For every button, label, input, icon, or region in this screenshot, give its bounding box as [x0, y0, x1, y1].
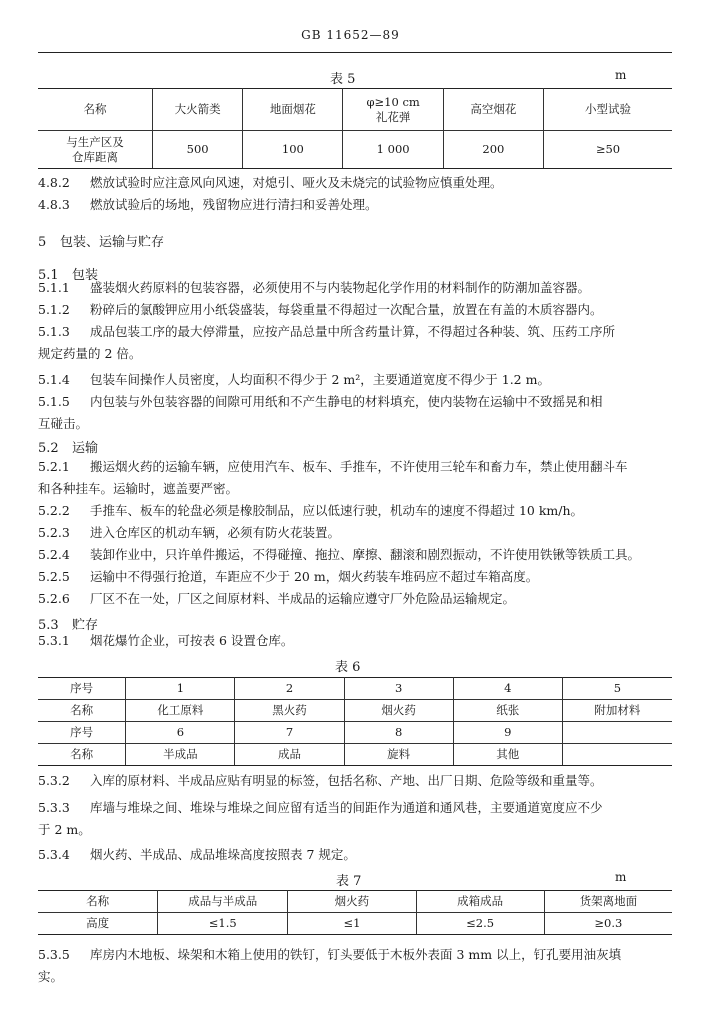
table6-cell: 5: [562, 678, 672, 700]
table6-cell: 6: [126, 722, 235, 744]
clause-number: 5.3.1: [38, 633, 70, 648]
clause-number: 5.1.5: [38, 394, 70, 409]
clause-number: 5.2.1: [38, 459, 70, 474]
clause-number: 5.2.6: [38, 591, 70, 606]
clause-5-2-5: [38, 566, 670, 588]
section-number: 5: [38, 235, 47, 250]
clause-5-2-3: [38, 522, 670, 544]
clause-text: 库墙与堆垛之间、堆垛与堆垛之间应留有适当的间距作为通道和通风巷，主要通道宽度应不少: [90, 800, 603, 815]
clause-text: 燃放试验后的场地，残留物应进行清扫和妥善处理。: [90, 197, 378, 212]
clause-5-3-5: [38, 944, 670, 988]
table6-cell: [562, 744, 672, 766]
table7-cell: ≤2.5: [416, 913, 544, 935]
clause-5-1-4: [38, 369, 670, 391]
clause-text: 烟火药、半成品、成品堆垛高度按照表 7 规定。: [90, 847, 356, 862]
clause-text: 包装车间操作人员密度，人均面积不得少于 2 m²，主要通道宽度不得少于 1.2 m。: [90, 372, 550, 387]
clause-text: 手推车、板车的轮盘必须是橡胶制品，应以低速行驶，机动车的速度不得超过 10 km/h。: [90, 503, 584, 518]
table6-cell: 9: [453, 722, 562, 744]
clause-4-8-3: [38, 194, 670, 216]
table6-cell: 附加材料: [562, 700, 672, 722]
table7-header: 货架离地面: [544, 891, 672, 913]
table7-header-name: 名称: [38, 891, 158, 913]
clause-text-continued: 实。: [38, 969, 64, 984]
table5-header: 高空烟花: [443, 89, 543, 131]
table6-cell: 成品: [235, 744, 344, 766]
table6-cell: 纸张: [453, 700, 562, 722]
section-title: 贮存: [72, 618, 99, 633]
section-number: 5.2: [38, 441, 59, 456]
table7-unit: m: [615, 870, 627, 884]
clause-number: 5.2.4: [38, 547, 70, 562]
clause-5-3-1: [38, 630, 670, 652]
clause-text-continued: 于 2 m。: [38, 822, 91, 837]
table5-cell: ≥50: [544, 131, 672, 169]
section-5-heading: [38, 231, 164, 250]
clause-5-1-2: [38, 299, 670, 321]
table5-header: 地面烟花: [243, 89, 343, 131]
table6-cell: 7: [235, 722, 344, 744]
table5-unit: m: [615, 68, 627, 82]
clause-number: 5.1.3: [38, 324, 70, 339]
clause-number: 4.8.2: [38, 175, 70, 190]
table5-header-line2: 礼花弹: [375, 109, 411, 124]
clause-text-continued: 互碰击。: [38, 416, 89, 431]
clause-number: 5.3.5: [38, 947, 70, 962]
table6-cell: 1: [126, 678, 235, 700]
table5-header: 小型试验: [544, 89, 672, 131]
table5-header: [343, 89, 443, 131]
clause-number: 5.3.4: [38, 847, 70, 862]
section-number: 5.1: [38, 268, 59, 283]
table6-cell: 2: [235, 678, 344, 700]
table5-cell: 200: [443, 131, 543, 169]
section-title: 运输: [72, 441, 99, 456]
section-number: 5.3: [38, 618, 59, 633]
table7-header: 成箱成品: [416, 891, 544, 913]
clause-text: 粉碎后的氯酸钾应用小纸袋盛装，每袋重量不得超过一次配合量，放置在有盖的木质容器内。: [90, 302, 603, 317]
clause-text-continued: 规定药量的 2 倍。: [38, 346, 142, 361]
clause-5-2-1: [38, 456, 670, 500]
table5: [38, 88, 672, 169]
table6-cell: 4: [453, 678, 562, 700]
clause-text: 库房内木地板、垛架和木箱上使用的铁钉，钉头要低于木板外表面 3 mm 以上，钉孔要用油灰填: [90, 947, 622, 962]
table5-cell: 1 000: [343, 131, 443, 169]
table6-cell: 8: [344, 722, 453, 744]
clause-text: 盛装烟火药原料的包装容器，必须使用不与内装物起化学作用的材料制作的防潮加盖容器。: [90, 280, 591, 295]
table5-header-name: 名称: [38, 89, 152, 131]
table6-cell: 其他: [453, 744, 562, 766]
table6-row-header: 名称: [38, 700, 126, 722]
clause-text: 运输中不得强行抢道，车距应不少于 20 m，烟火药装车堆码应不超过车箱高度。: [90, 569, 539, 584]
section-title: 包装: [72, 268, 99, 283]
table6-cell: 烟火药: [344, 700, 453, 722]
table5-row-label: [38, 131, 152, 169]
clause-4-8-2: [38, 172, 670, 194]
table7-header: 烟火药: [288, 891, 416, 913]
clause-number: 5.1.2: [38, 302, 70, 317]
clause-text: 燃放试验时应注意风向风速，对熄引、哑火及未烧完的试验物应慎重处理。: [90, 175, 503, 190]
clause-text: 装卸作业中，只许单件搬运，不得碰撞、拖拉、摩擦、翻滚和剧烈振动，不许使用铁锹等铁质工具。: [90, 547, 641, 562]
clause-number: 5.2.3: [38, 525, 70, 540]
table6-row-header: 序号: [38, 722, 126, 744]
table6-caption: 表 6: [335, 660, 361, 675]
table6-row-header: 序号: [38, 678, 126, 700]
clause-number: 5.1.1: [38, 280, 70, 295]
table5-caption: 表 5: [330, 72, 356, 87]
table5-row-label-line1: 与生产区及: [66, 134, 124, 149]
section-title: 包装、运输与贮存: [60, 235, 165, 250]
clause-number: 5.1.4: [38, 372, 70, 387]
table6: [38, 677, 672, 766]
table5-header: 大火箭类: [152, 89, 242, 131]
table6-cell: 3: [344, 678, 453, 700]
clause-5-3-3: [38, 797, 670, 841]
clause-number: 5.3.2: [38, 773, 70, 788]
clause-5-2-2: [38, 500, 670, 522]
standard-code: GB 11652—89: [301, 28, 400, 42]
table6-cell: 半成品: [126, 744, 235, 766]
table7-header: 成品与半成品: [158, 891, 288, 913]
table5-cell: 100: [243, 131, 343, 169]
table6-row-header: 名称: [38, 744, 126, 766]
clause-text: 烟花爆竹企业，可按表 6 设置仓库。: [90, 633, 294, 648]
clause-5-2-4: [38, 544, 670, 566]
clause-5-1-3: [38, 321, 670, 365]
clause-5-1-5: [38, 391, 670, 435]
table6-cell: 化工原料: [126, 700, 235, 722]
table5-cell: 500: [152, 131, 242, 169]
table6-cell: [562, 722, 672, 744]
clause-5-3-4: [38, 844, 670, 866]
clause-5-1-1: [38, 277, 670, 299]
table6-cell: 旋料: [344, 744, 453, 766]
table6-cell: 黑火药: [235, 700, 344, 722]
table5-header-line1: φ≥10 cm: [366, 94, 420, 109]
clause-number: 4.8.3: [38, 197, 70, 212]
table7: [38, 890, 672, 935]
clause-text: 成品包装工序的最大停滞量，应按产品总量中所含药量计算，不得超过各种装、筑、压药工序所: [90, 324, 616, 339]
clause-number: 5.2.2: [38, 503, 70, 518]
section-5-2-heading: [38, 437, 98, 456]
table7-caption: 表 7: [336, 874, 362, 889]
clause-text-continued: 和各种挂车。运输时，遮盖要严密。: [38, 481, 239, 496]
clause-text: 入库的原材料、半成品应贴有明显的标签，包括名称、产地、出厂日期、危险等级和重量等。: [90, 773, 603, 788]
clause-5-3-2: [38, 770, 670, 792]
table5-row-label-line2: 仓库距离: [71, 149, 118, 164]
table7-cell: ≤1: [288, 913, 416, 935]
header-rule: [38, 52, 672, 53]
table7-cell: ≤1.5: [158, 913, 288, 935]
table7-cell: ≥0.3: [544, 913, 672, 935]
clause-text: 搬运烟火药的运输车辆，应使用汽车、板车、手推车，不许使用三轮车和畜力车，禁止使用翻斗车: [90, 459, 628, 474]
clause-text: 内包装与外包装容器的间隙可用纸和不产生静电的材料填充，使内装物在运输中不致摇晃和相: [90, 394, 603, 409]
clause-number: 5.2.5: [38, 569, 70, 584]
clause-text: 厂区不在一处，厂区之间原材料、半成品的运输应遵守厂外危险品运输规定。: [90, 591, 516, 606]
table7-row-label: 高度: [38, 913, 158, 935]
clause-number: 5.3.3: [38, 800, 70, 815]
clause-5-2-6: [38, 588, 670, 610]
clause-text: 进入仓库区的机动车辆，必须有防火花装置。: [90, 525, 341, 540]
